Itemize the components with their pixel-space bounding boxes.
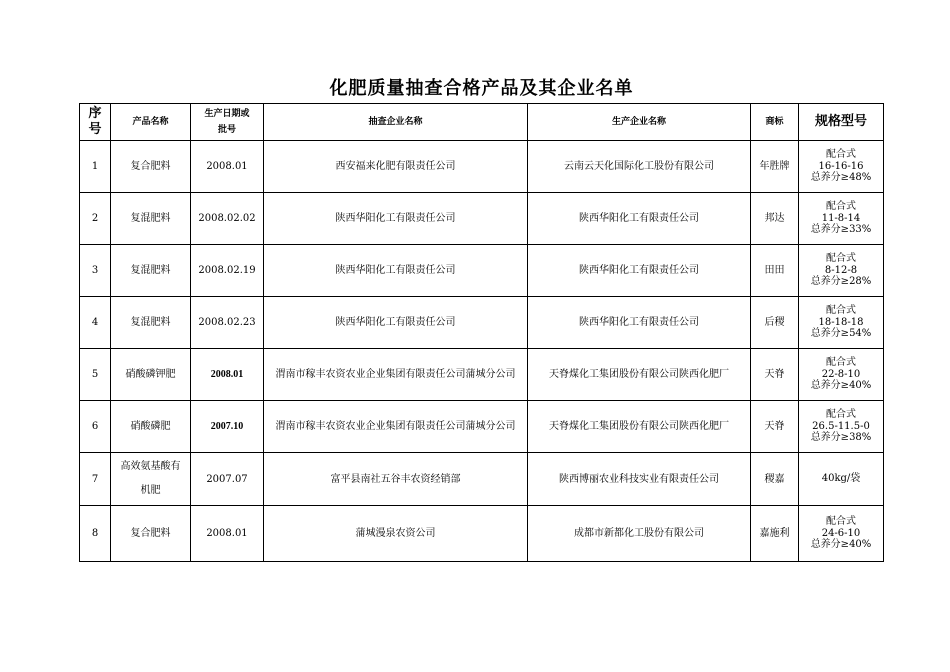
cell-brand: 天脊: [751, 401, 799, 453]
cell-spec: [799, 453, 884, 506]
cell-manufacturer: 陕西华阳化工有限责任公司: [528, 297, 751, 349]
cell-inspected-company: 陕西华阳化工有限责任公司: [264, 245, 528, 297]
cell-inspected-company: 蒲城漫泉农资公司: [264, 506, 528, 562]
spec-nutrient: 总养分≥54%: [810, 328, 872, 340]
table-row: [80, 401, 884, 453]
spec-nutrient: 总养分≥40%: [810, 380, 872, 392]
spec-type: 配合式: [826, 253, 856, 265]
cell-product: 硝酸磷钾肥: [111, 349, 191, 401]
cell-brand: 天脊: [751, 349, 799, 401]
spec-ratio: 26.5-11.5-0: [812, 420, 870, 432]
table-row: [80, 141, 884, 193]
cell-inspected-company: 陕西华阳化工有限责任公司: [264, 193, 528, 245]
cell-brand: 田田: [751, 245, 799, 297]
cell-manufacturer: 成都市新都化工股份有限公司: [528, 506, 751, 562]
cell-seq: 3: [80, 245, 111, 297]
cell-date: 2008.01: [191, 141, 264, 193]
spec-nutrient: 总养分≥28%: [810, 276, 872, 288]
cell-brand: 年胜牌: [751, 141, 799, 193]
document-title: 化肥质量抽查合格产品及其企业名单: [329, 78, 634, 99]
spec-type: 配合式: [826, 149, 856, 161]
cell-date: 2008.01: [191, 506, 264, 562]
cell-spec: [799, 349, 884, 401]
cell-seq: 6: [80, 401, 111, 453]
cell-date: 2008.02.02: [191, 193, 264, 245]
spec-type: 配合式: [826, 357, 856, 369]
cell-brand: 稷嘉: [751, 453, 799, 506]
spec-ratio: 8-12-8: [824, 264, 858, 276]
qualified-products-table: [79, 103, 884, 562]
header-date-line2: 批号: [217, 125, 236, 135]
cell-seq: 5: [80, 349, 111, 401]
cell-seq: 8: [80, 506, 111, 562]
cell-seq: 1: [80, 141, 111, 193]
cell-product: 复合肥料: [111, 506, 191, 562]
header-spec: 规格型号: [799, 104, 884, 141]
cell-product: 复混肥料: [111, 245, 191, 297]
cell-inspected-company: 渭南市稼丰农资农业企业集团有限责任公司蒲城分公司: [264, 401, 528, 453]
spec-type: 配合式: [826, 201, 856, 213]
cell-date: 2008.02.19: [191, 245, 264, 297]
spec-ratio: 11-8-14: [821, 212, 861, 224]
cell-spec: [799, 193, 884, 245]
table-row: [80, 349, 884, 401]
cell-seq: 2: [80, 193, 111, 245]
header-inspected-company: 抽查企业名称: [264, 104, 528, 141]
spec-ratio: 16-16-16: [818, 160, 864, 172]
cell-seq: 4: [80, 297, 111, 349]
header-manufacturer: 生产企业名称: [528, 104, 751, 141]
spec-ratio: 18-18-18: [818, 316, 864, 328]
table-row: [80, 453, 884, 506]
header-date: [191, 104, 264, 141]
cell-brand: 嘉施利: [751, 506, 799, 562]
table-row: [80, 193, 884, 245]
cell-product: 复混肥料: [111, 193, 191, 245]
spec-nutrient: 总养分≥33%: [810, 224, 872, 236]
spec-type: 配合式: [826, 305, 856, 317]
cell-product: 硝酸磷肥: [111, 401, 191, 453]
cell-product: 复混肥料: [111, 297, 191, 349]
cell-manufacturer: 陕西华阳化工有限责任公司: [528, 245, 751, 297]
cell-inspected-company: 西安福来化肥有限责任公司: [264, 141, 528, 193]
table-row: [80, 297, 884, 349]
spec-nutrient: 总养分≥40%: [810, 539, 872, 551]
product-line2: 机肥: [140, 485, 161, 496]
header-seq: [80, 104, 111, 141]
cell-spec: [799, 245, 884, 297]
cell-manufacturer: 云南云天化国际化工股份有限公司: [528, 141, 751, 193]
cell-date: 2007.10: [191, 401, 264, 453]
table-row: [80, 506, 884, 562]
table-header-row: [80, 104, 884, 141]
table-row: [80, 245, 884, 297]
header-seq-line2: 号: [88, 122, 102, 137]
header-date-line1: 生产日期或: [204, 109, 250, 119]
spec-type: 配合式: [826, 409, 856, 421]
cell-date: 2008.01: [191, 349, 264, 401]
spec-nutrient: 总养分≥48%: [810, 172, 872, 184]
cell-product: 复合肥料: [111, 141, 191, 193]
header-product: 产品名称: [111, 104, 191, 141]
cell-inspected-company: 陕西华阳化工有限责任公司: [264, 297, 528, 349]
header-brand: 商标: [751, 104, 799, 141]
spec-nutrient: 总养分≥38%: [810, 432, 872, 444]
product-line1: 高效氨基酸有: [120, 461, 181, 472]
spec-ratio: 24-6-10: [821, 527, 861, 539]
spec-ratio: 22-8-10: [821, 368, 861, 380]
cell-manufacturer: 陕西华阳化工有限责任公司: [528, 193, 751, 245]
cell-brand: 后稷: [751, 297, 799, 349]
cell-date: 2007.07: [191, 453, 264, 506]
cell-manufacturer: 天脊煤化工集团股份有限公司陕西化肥厂: [528, 401, 751, 453]
cell-spec: [799, 297, 884, 349]
header-seq-line1: 序: [88, 106, 102, 121]
cell-brand: 邦达: [751, 193, 799, 245]
spec-type: 配合式: [826, 516, 856, 528]
cell-date: 2008.02.23: [191, 297, 264, 349]
cell-spec: [799, 401, 884, 453]
cell-manufacturer: 天脊煤化工集团股份有限公司陕西化肥厂: [528, 349, 751, 401]
cell-spec: [799, 141, 884, 193]
cell-inspected-company: 渭南市稼丰农资农业企业集团有限责任公司蒲城分公司: [264, 349, 528, 401]
cell-manufacturer: 陕西博丽农业科技实业有限责任公司: [528, 453, 751, 506]
spec-package: 40kg/袋: [821, 473, 861, 485]
cell-inspected-company: 富平县南社五谷丰农资经销部: [264, 453, 528, 506]
cell-seq: 7: [80, 453, 111, 506]
cell-spec: [799, 506, 884, 562]
cell-product: [111, 453, 191, 506]
